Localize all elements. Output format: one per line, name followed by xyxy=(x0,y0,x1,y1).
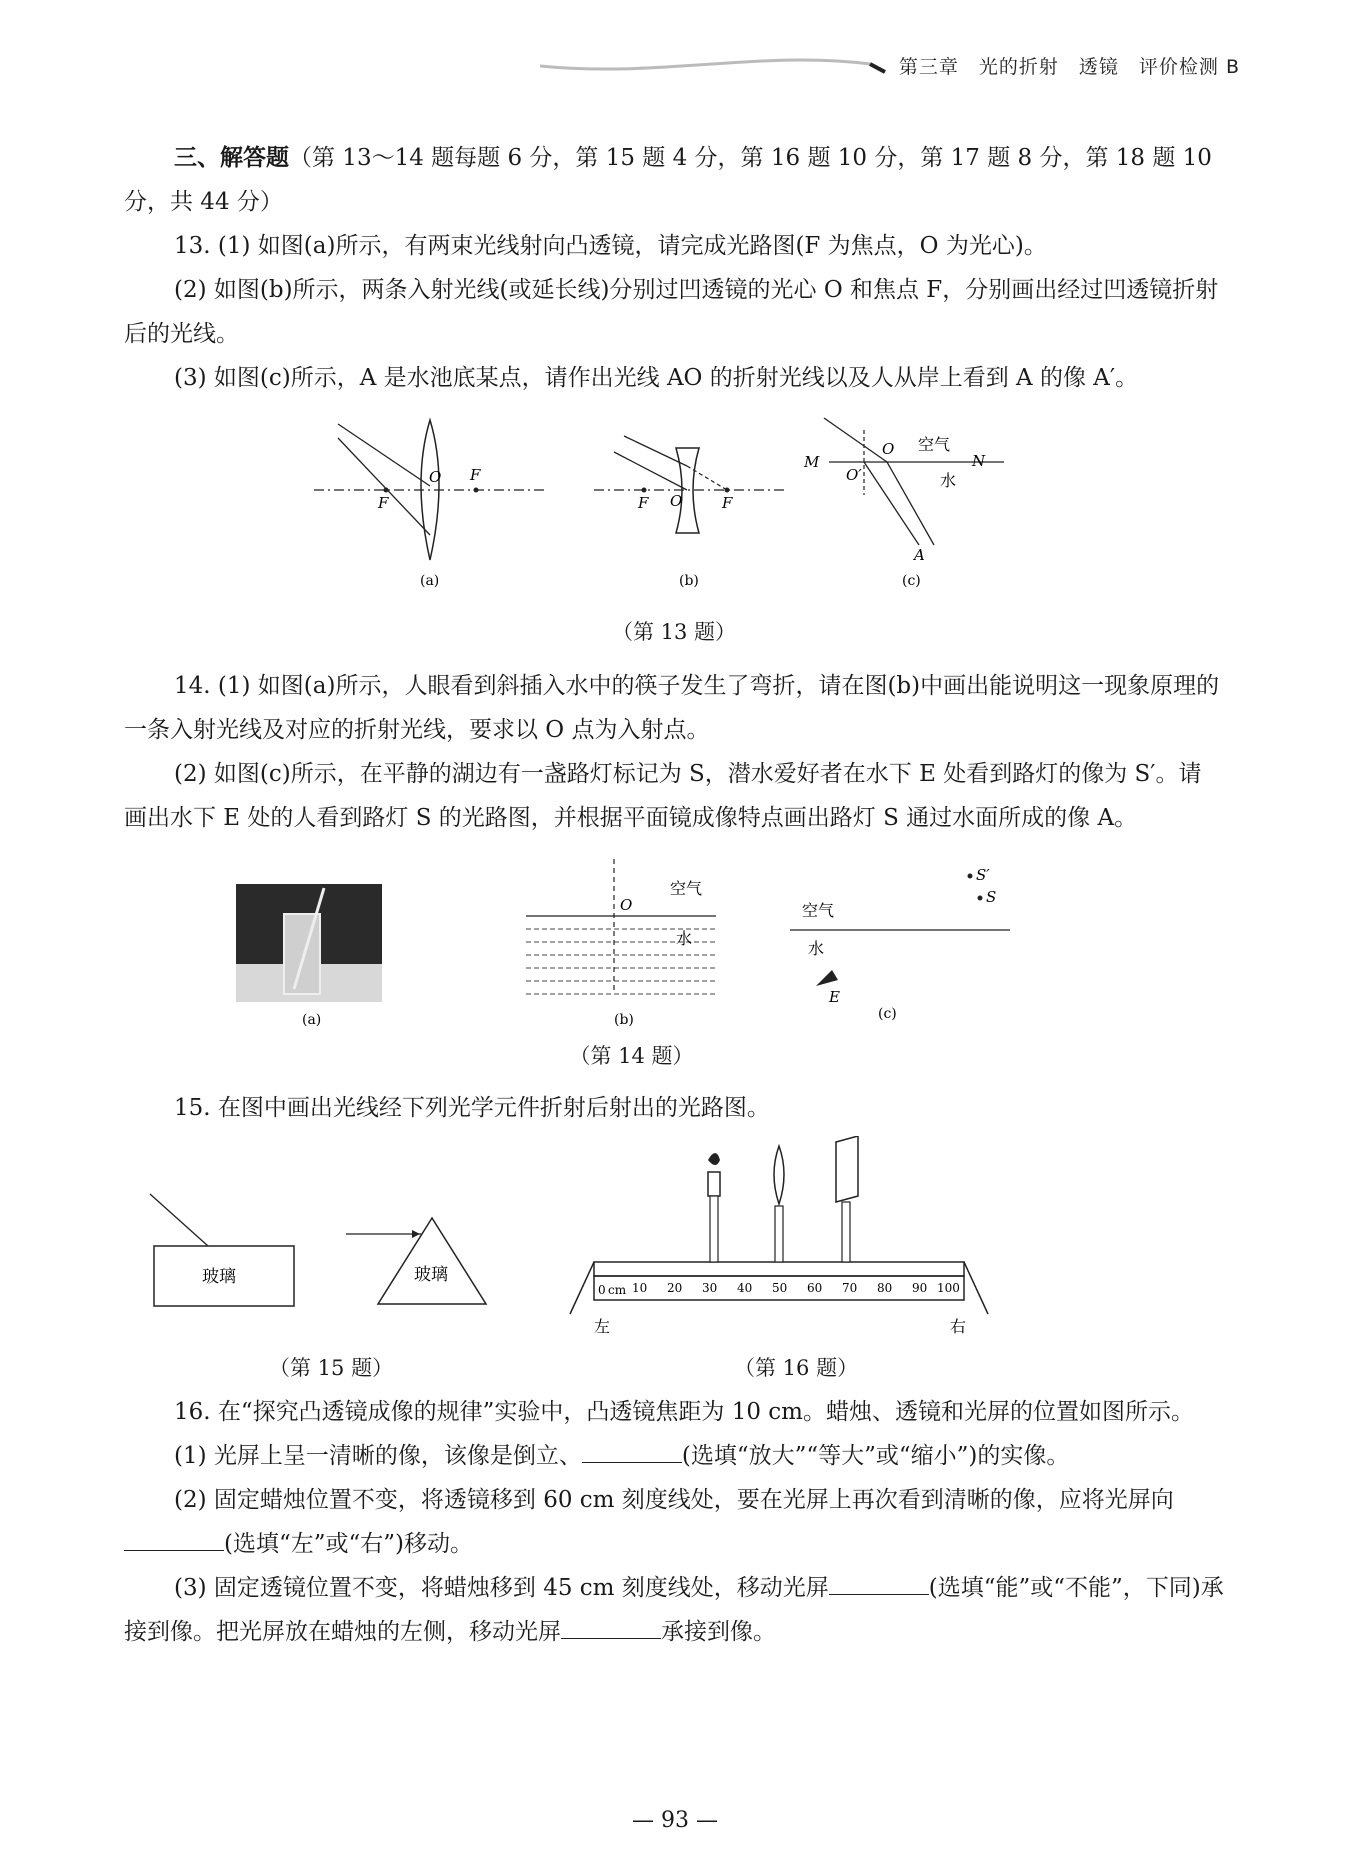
q14c-water: 水 xyxy=(808,939,825,958)
q13-part1: 13. (1) 如图(a)所示，有两束光线射向凸透镜，请完成光路图(F 为焦点，O 为光心)。 xyxy=(174,233,1047,259)
q16-p4-text-c: 承接到像。 xyxy=(661,1619,776,1645)
q16-blank-4[interactable] xyxy=(561,1616,661,1639)
q14-fig-a-photo xyxy=(236,884,382,1028)
q14b-O: O xyxy=(620,896,633,914)
eye-icon xyxy=(816,970,838,986)
q13b-label: (b) xyxy=(679,573,699,589)
tick-20: 20 xyxy=(667,1281,683,1295)
q15-text: 15. 在图中画出光线经下列光学元件折射后射出的光路图。 xyxy=(174,1095,770,1121)
page-header xyxy=(540,48,1240,88)
tick-100: 100 xyxy=(937,1281,960,1295)
q13b-F-left: F xyxy=(638,494,649,512)
bench-left-label: 左 xyxy=(594,1317,611,1336)
q13-figures xyxy=(124,410,1224,610)
q13c-N: N xyxy=(972,452,986,470)
q15-caption: （第 15 题） xyxy=(269,1356,394,1380)
section-title: 三、解答题 xyxy=(174,144,289,171)
q15-q16-captions xyxy=(124,1346,1224,1390)
q14b-label: (b) xyxy=(614,1012,634,1028)
q16-p3-text-a: (2) 固定蜡烛位置不变，将透镜移到 60 cm 刻度线处，要在光屏上再次看到清晰的像，应将光屏向 xyxy=(174,1487,1174,1513)
tick-40: 40 xyxy=(737,1281,753,1295)
q16-part3 xyxy=(124,1478,1224,1566)
q14-fig-b xyxy=(526,859,716,1028)
q14b-water: 水 xyxy=(676,929,693,948)
q14c-S-prime: S′ xyxy=(976,866,990,884)
tick-70: 70 xyxy=(842,1281,858,1295)
q13c-A: A xyxy=(914,546,925,564)
bench-right-label: 右 xyxy=(950,1317,967,1336)
q16-p4-text-a: (3) 固定透镜位置不变，将蜡烛移到 45 cm 刻度线处，移动光屏 xyxy=(174,1575,829,1601)
q16-blank-1[interactable] xyxy=(582,1440,682,1463)
q13-caption: （第 13 题） xyxy=(611,620,737,644)
chapter-title: 第三章 光的折射 透镜 评价检测 B xyxy=(898,56,1240,78)
q16-p2-text-b: (选填“放大”“等大”或“缩小”)的实像。 xyxy=(681,1443,1070,1469)
q16-blank-2[interactable] xyxy=(124,1528,224,1551)
q13a-label: (a) xyxy=(420,573,440,589)
tick-cm: cm xyxy=(608,1283,627,1297)
page-content xyxy=(124,136,1224,1654)
q15-fig-prism xyxy=(346,1218,486,1304)
q13-fig-b xyxy=(594,436,784,589)
q13-part2: (2) 如图(b)所示，两条入射光线(或延长线)分别过凹透镜的光心 O 和焦点 F，分别画出经过凹透镜折射后的光线。 xyxy=(124,277,1219,347)
tick-60: 60 xyxy=(807,1281,823,1295)
q14a-label: (a) xyxy=(302,1012,322,1028)
q16-p2-text-a: (1) 光屏上呈一清晰的像，该像是倒立、 xyxy=(174,1443,582,1469)
q16-caption: （第 16 题） xyxy=(734,1356,859,1380)
tick-0: 0 xyxy=(598,1283,606,1297)
tick-90: 90 xyxy=(912,1281,928,1295)
q15-q16-figures xyxy=(124,1136,1224,1346)
q13a-O: O xyxy=(429,468,442,486)
q13a-F-left: F xyxy=(378,494,389,512)
q13-fig-a xyxy=(314,420,544,589)
q14-caption: （第 14 题） xyxy=(569,1044,694,1068)
q16-part4 xyxy=(124,1566,1224,1654)
q13a-F-right: F xyxy=(470,466,481,484)
tick-80: 80 xyxy=(877,1281,893,1295)
q16-p4-text-b: (选填“能”或“不能”，下同)承接到像。把光屏放在蜡烛的左侧，移动光屏 xyxy=(124,1575,1224,1645)
q14-part2: (2) 如图(c)所示，在平静的湖边有一盏路灯标记为 S，潜水爱好者在水下 E 处看到路灯的像为 S′。请画出水下 E 处的人看到路灯 S 的光路图，并根据平面镜成像特点画出路灯 S 通过水面所成的像 A。 xyxy=(124,761,1202,831)
tick-10: 10 xyxy=(632,1281,648,1295)
q14b-air: 空气 xyxy=(670,879,703,898)
q13b-F-right: F xyxy=(722,494,733,512)
q14-part1: 14. (1) 如图(a)所示，人眼看到斜插入水中的筷子发生了弯折，请在图(b)中画出能说明这一现象原理的一条入射光线及对应的折射光线，要求以 O 点为入射点。 xyxy=(124,673,1220,743)
q13-part3: (3) 如图(c)所示，A 是水池底某点，请作出光线 AO 的折射光线以及人从岸上看到 A 的像 A′。 xyxy=(174,365,1139,391)
light-screen xyxy=(836,1136,858,1262)
q14c-label: (c) xyxy=(878,1006,897,1022)
q14c-air: 空气 xyxy=(802,901,835,920)
q13c-water: 水 xyxy=(940,471,957,490)
convex-lens-holder xyxy=(774,1146,784,1262)
q16-blank-3[interactable] xyxy=(829,1572,929,1595)
q13c-O-prime: O′ xyxy=(846,466,862,484)
q14-fig-c xyxy=(790,866,1010,1022)
q13c-air: 空气 xyxy=(918,435,951,454)
q16-p3-text-b: (选填“左”或“右”)移动。 xyxy=(224,1531,473,1557)
section-heading xyxy=(124,136,1224,224)
q14c-S: S xyxy=(986,888,997,906)
tick-50: 50 xyxy=(772,1281,788,1295)
q13c-label: (c) xyxy=(902,573,921,589)
q15-fig-glass-block xyxy=(150,1194,294,1306)
q14c-E: E xyxy=(829,988,840,1006)
q14-figures xyxy=(124,854,1224,1034)
q13b-O: O xyxy=(670,492,683,510)
tick-30: 30 xyxy=(702,1281,718,1295)
q16-part2 xyxy=(124,1434,1224,1478)
q13-fig-c xyxy=(803,418,1004,589)
q15-glass1-label: 玻璃 xyxy=(202,1267,236,1287)
page-number: — 93 — xyxy=(632,1808,718,1833)
q13c-O: O xyxy=(882,440,895,458)
q16-part1: 16. 在“探究凸透镜成像的规律”实验中，凸透镜焦距为 10 cm。蜡烛、透镜和光屏的位置如图所示。 xyxy=(174,1399,1194,1425)
section-scoring: （第 13～14 题每题 6 分，第 15 题 4 分，第 16 题 10 分，第 17 题 8 分，第 18 题 10 分，共 44 分） xyxy=(124,145,1212,215)
q16-fig-optical-bench xyxy=(570,1136,988,1336)
q15-glass2-label: 玻璃 xyxy=(414,1265,448,1285)
candle xyxy=(708,1153,720,1262)
q13c-M: M xyxy=(804,453,820,471)
